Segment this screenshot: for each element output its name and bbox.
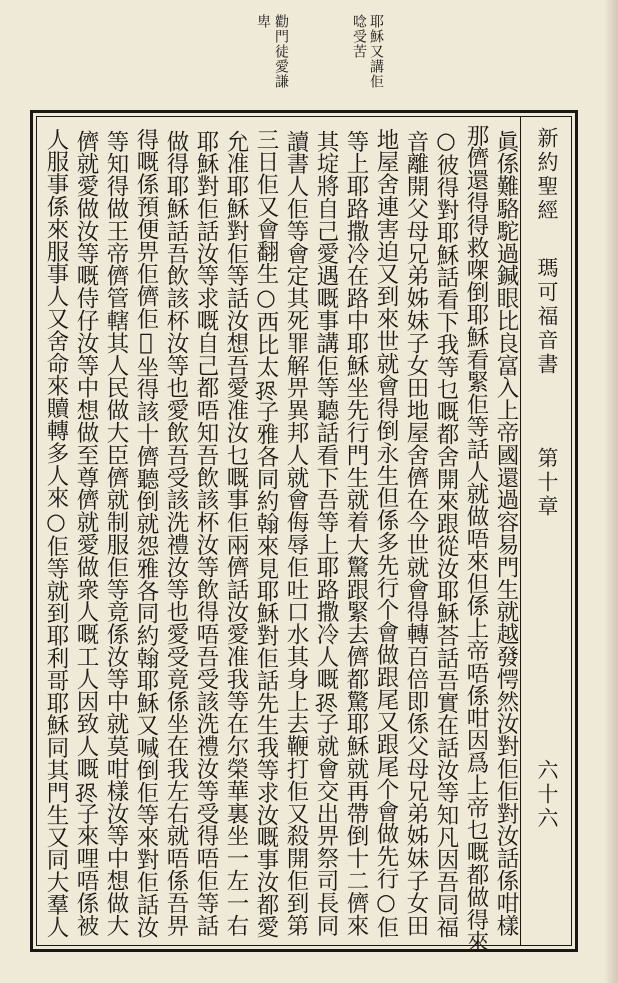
side-note-line: 唸受苦 bbox=[351, 14, 367, 59]
scripture-text bbox=[41, 124, 519, 953]
text-column: 耶穌對佢話汝等求嘅自己都唔知吾飲該杯汝等飲得唔吾受該洗禮汝等受得唔佢等話 bbox=[193, 129, 219, 937]
text-column: 儕就愛做汝等嘅侍仔汝等中想做至尊儕就愛做衆人嘅工人因致人嘅𡥧子來哩唔係被 bbox=[73, 129, 99, 937]
text-column: 得嘅係預便畀佢儕佢𠯵坐得該十儕聽倒就怨雅各同約翰耶穌又喊倒佢等來對佢話汝 bbox=[133, 128, 159, 938]
book-title: 新約聖經 bbox=[535, 127, 559, 223]
side-note-humility: 勸門徒愛謙 bbox=[273, 14, 289, 89]
text-column: 地屋舍連害迫又到來世就會得倒永生但係多先行个會做跟尾又跟尾个會做先行○佢 bbox=[373, 128, 399, 938]
text-column: 人服事係來服事人又舍命來贖轉多人來○佢等就到耶利哥耶穌同其門生又同大羣人 bbox=[43, 128, 69, 938]
text-column: 其埞將自己愛遇嘅事講佢等聽話看下吾等上耶路撒冷人嘅𡥧子就會交出畀祭司長同 bbox=[313, 129, 339, 937]
text-column: 三日佢又會翻生○西比太𡥧子雅各同約翰來見耶穌對佢話先生我等求汝嘅事汝都愛 bbox=[253, 128, 279, 938]
text-column: 做得耶穌話吾飲該杯汝等也愛飲吾受該洗禮汝等也愛受竟係坐在我左右就唔係吾畀 bbox=[163, 129, 189, 937]
text-column: 音離開父母兄弟姊妹子女田地屋舍儕在今世就會得轉百倍即係父母兄弟姊妹子女田 bbox=[403, 129, 429, 937]
top-annotations bbox=[0, 0, 618, 118]
text-column: 讀書人佢等會定其死罪解畀異邦人就會侮辱佢吐口水其身上去鞭打佢又殺開佢到第 bbox=[283, 129, 309, 937]
text-column: ○彼得對耶穌話看下我等乜嘅都舍開來跟從汝耶穌荅話吾實在話汝等知凡因吾同福 bbox=[433, 128, 459, 938]
side-note-humility-cont: 卑 bbox=[255, 14, 271, 29]
side-note-line: 耶穌又講佢 bbox=[368, 14, 384, 89]
side-note-suffering bbox=[352, 14, 383, 89]
text-column: 那儕還得得救㗎倒耶穌看緊佢等話人就做唔來但係上帝唔係咁因爲上帝乜嘅都做得來 bbox=[463, 124, 489, 953]
chapter-label: 第十章 bbox=[535, 447, 559, 519]
page-number: 六十六 bbox=[535, 759, 559, 831]
text-column: 等知得做王帝儕管轄其人民做大臣儕就制服佢等竟係汝等中就莫咁樣汝等中想做大 bbox=[103, 129, 129, 937]
text-column: 眞係難駱駝過鍼眼比良富入上帝國還過容易門生就越發愕然汝對佢佢對汝話係咁樣 bbox=[493, 129, 519, 937]
running-header bbox=[520, 117, 572, 945]
text-column: 允准耶穌對佢等話汝想吾愛准汝乜嘅事佢兩儕話汝愛准我等在尔榮華裏坐一左一右 bbox=[223, 129, 249, 937]
text-column: 等上耶路撒冷在路中耶穌坐先行門生就着大驚跟緊去儕都驚耶穌就再帶倒十二儕來 bbox=[343, 129, 369, 937]
page-edge-shadow bbox=[604, 0, 618, 983]
gospel-title: 瑪可福音書 bbox=[535, 257, 559, 377]
